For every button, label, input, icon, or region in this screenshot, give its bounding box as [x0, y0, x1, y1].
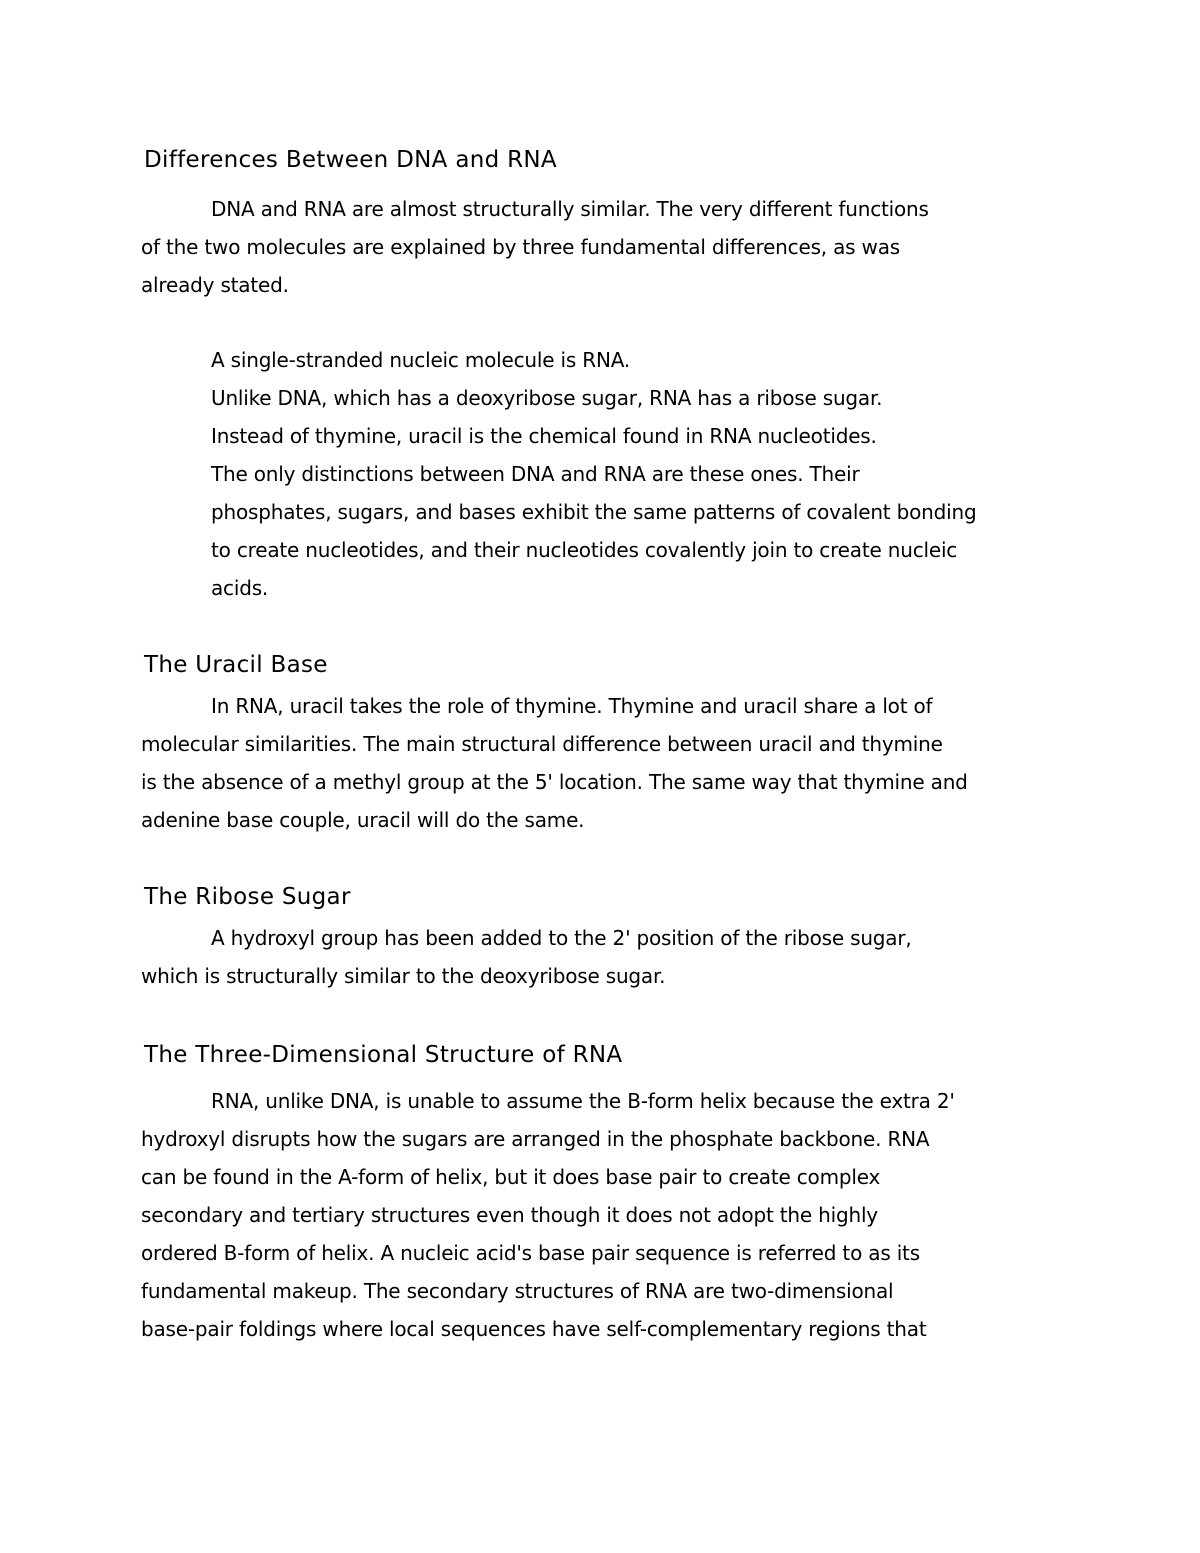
- list-item: acids.: [211, 576, 269, 600]
- paragraph-line: which is structurally similar to the deoxyribose sugar.: [141, 964, 666, 988]
- list-item: to create nucleotides, and their nucleotides covalently join to create nucleic: [211, 538, 958, 562]
- section-heading: The Three-Dimensional Structure of RNA: [144, 1042, 623, 1068]
- paragraph-line: base-pair foldings where local sequences have self-complementary regions that: [141, 1317, 927, 1341]
- paragraph-line: A hydroxyl group has been added to the 2' position of the ribose sugar,: [211, 926, 912, 950]
- list-item: Unlike DNA, which has a deoxyribose sugar, RNA has a ribose sugar.: [211, 386, 883, 410]
- paragraph-line: In RNA, uracil takes the role of thymine. Thymine and uracil share a lot of: [211, 694, 933, 718]
- paragraph-line: DNA and RNA are almost structurally similar. The very different functions: [211, 197, 929, 221]
- paragraph-line: molecular similarities. The main structural difference between uracil and thymine: [141, 732, 943, 756]
- paragraph-line: hydroxyl disrupts how the sugars are arranged in the phosphate backbone. RNA: [141, 1127, 930, 1151]
- section-heading: Differences Between DNA and RNA: [144, 147, 557, 173]
- paragraph-line: of the two molecules are explained by three fundamental differences, as was: [141, 235, 900, 259]
- paragraph-line: ordered B-form of helix. A nucleic acid's base pair sequence is referred to as its: [141, 1241, 920, 1265]
- paragraph-line: fundamental makeup. The secondary structures of RNA are two-dimensional: [141, 1279, 894, 1303]
- section-heading: The Uracil Base: [144, 652, 328, 678]
- paragraph-line: RNA, unlike DNA, is unable to assume the B-form helix because the extra 2': [211, 1089, 955, 1113]
- list-item: Instead of thymine, uracil is the chemical found in RNA nucleotides.: [211, 424, 877, 448]
- paragraph-line: is the absence of a methyl group at the 5' location. The same way that thymine and: [141, 770, 968, 794]
- paragraph-line: adenine base couple, uracil will do the same.: [141, 808, 585, 832]
- list-item: A single-stranded nucleic molecule is RNA.: [211, 348, 631, 372]
- list-item: The only distinctions between DNA and RNA are these ones. Their: [211, 462, 860, 486]
- list-item: phosphates, sugars, and bases exhibit the same patterns of covalent bonding: [211, 500, 977, 524]
- paragraph-line: can be found in the A-form of helix, but it does base pair to create complex: [141, 1165, 881, 1189]
- paragraph-line: already stated.: [141, 273, 289, 297]
- paragraph-line: secondary and tertiary structures even though it does not adopt the highly: [141, 1203, 878, 1227]
- section-heading: The Ribose Sugar: [144, 884, 351, 910]
